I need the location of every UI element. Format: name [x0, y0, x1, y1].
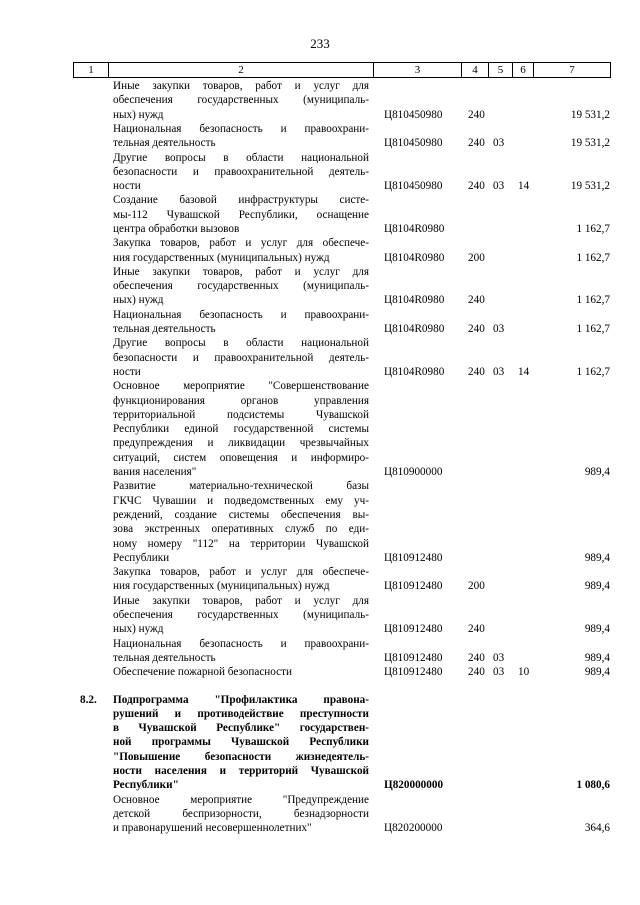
row-col-4: 240: [468, 294, 485, 307]
description-line: "Повышение безопасности жизнедеятель-: [113, 750, 369, 763]
table-row: [0, 308, 640, 337]
description-line: Республики": [113, 779, 179, 792]
description-line: Национальная безопасность и правоохрани-: [113, 637, 369, 650]
header-col-5: 5: [489, 63, 513, 77]
description-line: Закупка товаров, работ и услуг для обеспече-: [113, 566, 369, 579]
description-line: территориальной подсистемы Чувашской: [113, 408, 369, 421]
description-line: безопасности и правоохранительной деятель-: [113, 165, 369, 178]
description-line: Национальная безопасность и правоохрани-: [113, 122, 369, 135]
row-description: [113, 151, 369, 194]
header-col-6: 6: [513, 63, 534, 77]
row-amount: 19 531,2: [570, 137, 610, 150]
row-col-6: 10: [518, 666, 530, 679]
row-number: 8.2.: [80, 693, 97, 706]
row-amount: 989,4: [584, 666, 610, 679]
row-description: [113, 336, 369, 379]
row-code: Ц810912480: [384, 623, 443, 636]
table-row: [0, 151, 640, 194]
row-description: [113, 665, 369, 679]
description-line: ния государственных (муниципальных) нужд: [113, 251, 330, 264]
row-amount: 989,4: [584, 623, 610, 636]
description-line: ГКЧС Чувашии и подведомственных ему уч-: [113, 494, 369, 507]
description-line: ных) нужд: [113, 108, 164, 121]
description-line: обеспечения государственных (муниципаль-: [113, 94, 369, 107]
row-col-5: 03: [493, 137, 505, 150]
description-line: Закупка товаров, работ и услуг для обеспече-: [113, 237, 369, 250]
row-description: [113, 236, 369, 265]
description-line: реждений, создание системы обеспечения вы-: [113, 508, 369, 521]
description-line: Основное мероприятие "Совершенствование: [113, 380, 369, 393]
description-line: тельная деятельность: [113, 137, 216, 150]
page-number: 233: [310, 36, 330, 51]
row-description: [113, 308, 369, 337]
row-code: Ц810900000: [384, 466, 443, 479]
row-description: [113, 265, 369, 308]
header-col-4: 4: [462, 63, 489, 77]
row-code: Ц810912480: [384, 666, 443, 679]
row-col-4: 240: [468, 137, 485, 150]
row-description: [113, 193, 369, 236]
row-amount: 989,4: [584, 551, 610, 564]
row-code: Ц8104R0980: [384, 294, 445, 307]
row-col-4: 240: [468, 323, 485, 336]
row-amount: 1 162,7: [576, 222, 610, 235]
header-col-7: 7: [534, 63, 611, 77]
table-row: [0, 265, 640, 308]
row-col-4: 240: [468, 180, 485, 193]
table-row: [0, 122, 640, 151]
row-description: [113, 479, 369, 565]
row-code: Ц8104R0980: [384, 323, 445, 336]
row-amount: 1 162,7: [576, 323, 610, 336]
row-amount: 989,4: [584, 651, 610, 664]
description-line: детской беспризорности, безнадзорности: [113, 807, 369, 820]
row-code: Ц810450980: [384, 180, 443, 193]
description-line: Обеспечение пожарной безопасности: [113, 666, 293, 679]
row-col-4: 240: [468, 623, 485, 636]
table-row: [0, 79, 640, 122]
row-description: [113, 565, 369, 594]
description-line: ситуаций, систем оповещения и информиро-: [113, 451, 369, 464]
row-col-4: 240: [468, 108, 485, 121]
row-amount: 989,4: [584, 580, 610, 593]
row-col-4: 200: [468, 251, 485, 264]
row-col-6: 14: [518, 365, 530, 378]
description-line: ности: [113, 365, 141, 378]
description-line: обеспечения государственных (муниципаль-: [113, 280, 369, 293]
row-amount: 1 080,6: [576, 779, 610, 792]
row-code: Ц810912480: [384, 580, 443, 593]
row-amount: 1 162,7: [576, 365, 610, 378]
row-col-4: 240: [468, 365, 485, 378]
row-amount: 19 531,2: [570, 108, 610, 121]
table-row: [0, 693, 640, 793]
table-row: [0, 336, 640, 379]
description-line: Другие вопросы в области национальной: [113, 337, 369, 350]
description-line: Создание базовой инфраструктуры систе-: [113, 194, 369, 207]
description-line: вания населения": [113, 466, 197, 479]
description-line: функционирования органов управления: [113, 394, 369, 407]
row-description: [113, 637, 369, 666]
row-col-5: 03: [493, 365, 505, 378]
row-description: [113, 594, 369, 637]
description-line: безопасности и правоохранительной деятель-: [113, 351, 369, 364]
description-line: Иные закупки товаров, работ и услуг для: [113, 594, 369, 607]
row-description: [113, 693, 369, 793]
row-description: [113, 379, 369, 479]
row-amount: 19 531,2: [570, 180, 610, 193]
row-code: Ц810450980: [384, 108, 443, 121]
table-row: [0, 565, 640, 594]
row-code: Ц810912480: [384, 651, 443, 664]
row-col-4: 200: [468, 580, 485, 593]
header-col-3: 3: [374, 63, 462, 77]
header-col-2: 2: [109, 63, 374, 77]
row-code: Ц820000000: [384, 779, 444, 792]
row-col-4: 240: [468, 666, 485, 679]
description-line: предупреждения и ликвидации чрезвычайных: [113, 437, 369, 450]
row-code: Ц8104R0980: [384, 251, 445, 264]
description-line: зова экстренных оперативных служб по еди-: [113, 523, 369, 536]
table-row: [0, 379, 640, 479]
row-code: Ц810912480: [384, 551, 443, 564]
header-col-1: 1: [74, 63, 109, 77]
table-row: [0, 665, 640, 679]
description-line: Другие вопросы в области национальной: [113, 151, 369, 164]
table-row: [0, 236, 640, 265]
description-line: Основное мероприятие "Предупреждение: [113, 793, 369, 806]
table-row: [0, 793, 640, 836]
row-amount: 1 162,7: [576, 251, 610, 264]
description-line: Иные закупки товаров, работ и услуг для: [113, 265, 369, 278]
table-row: [0, 193, 640, 236]
row-code: Ц810450980: [384, 137, 443, 150]
description-line: ния государственных (муниципальных) нужд: [113, 580, 330, 593]
row-col-5: 03: [493, 180, 505, 193]
description-line: центра обработки вызовов: [113, 222, 240, 235]
description-line: Иные закупки товаров, работ и услуг для: [113, 80, 369, 92]
row-col-5: 03: [493, 651, 505, 664]
description-line: тельная деятельность: [113, 323, 216, 336]
row-col-4: 240: [468, 651, 485, 664]
description-line: обеспечения государственных (муниципаль-: [113, 609, 369, 622]
row-code: Ц8104R0980: [384, 365, 445, 378]
table-row: [0, 594, 640, 637]
description-line: мы-112 Чувашской Республики, оснащение: [113, 208, 369, 221]
description-line: рушений и противодействие преступности: [113, 707, 369, 720]
table-header: [73, 62, 611, 78]
row-description: [113, 122, 369, 151]
row-description: [113, 79, 369, 122]
row-amount: 1 162,7: [576, 294, 610, 307]
row-description: [113, 793, 369, 836]
description-line: ной программы Чувашской Республики: [113, 736, 369, 749]
description-line: ных) нужд: [113, 294, 164, 307]
row-col-6: 14: [518, 180, 530, 193]
description-line: Республики единой государственной системы: [113, 423, 369, 436]
table-row: [0, 479, 640, 565]
row-col-5: 03: [493, 323, 505, 336]
description-line: Подпрограмма "Профилактика правона-: [113, 693, 369, 706]
description-line: в Чувашской Республике" государствен-: [113, 722, 369, 735]
row-code: Ц8104R0980: [384, 222, 445, 235]
description-line: Развитие материально-технической базы: [113, 480, 369, 493]
description-line: тельная деятельность: [113, 651, 216, 664]
table-row: [0, 637, 640, 666]
description-line: ному номеру "112" на территории Чувашской: [113, 537, 369, 550]
row-col-5: 03: [493, 666, 505, 679]
row-code: Ц820200000: [384, 822, 443, 835]
description-line: ности: [113, 180, 141, 193]
description-line: ности населения и территорий Чувашской: [113, 765, 369, 778]
description-line: Национальная безопасность и правоохрани-: [113, 308, 369, 321]
description-line: ных) нужд: [113, 623, 164, 636]
description-line: Республики: [113, 551, 170, 564]
row-amount: 364,6: [584, 822, 610, 835]
row-amount: 989,4: [584, 466, 610, 479]
description-line: и правонарушений несовершеннолетних": [113, 822, 312, 835]
